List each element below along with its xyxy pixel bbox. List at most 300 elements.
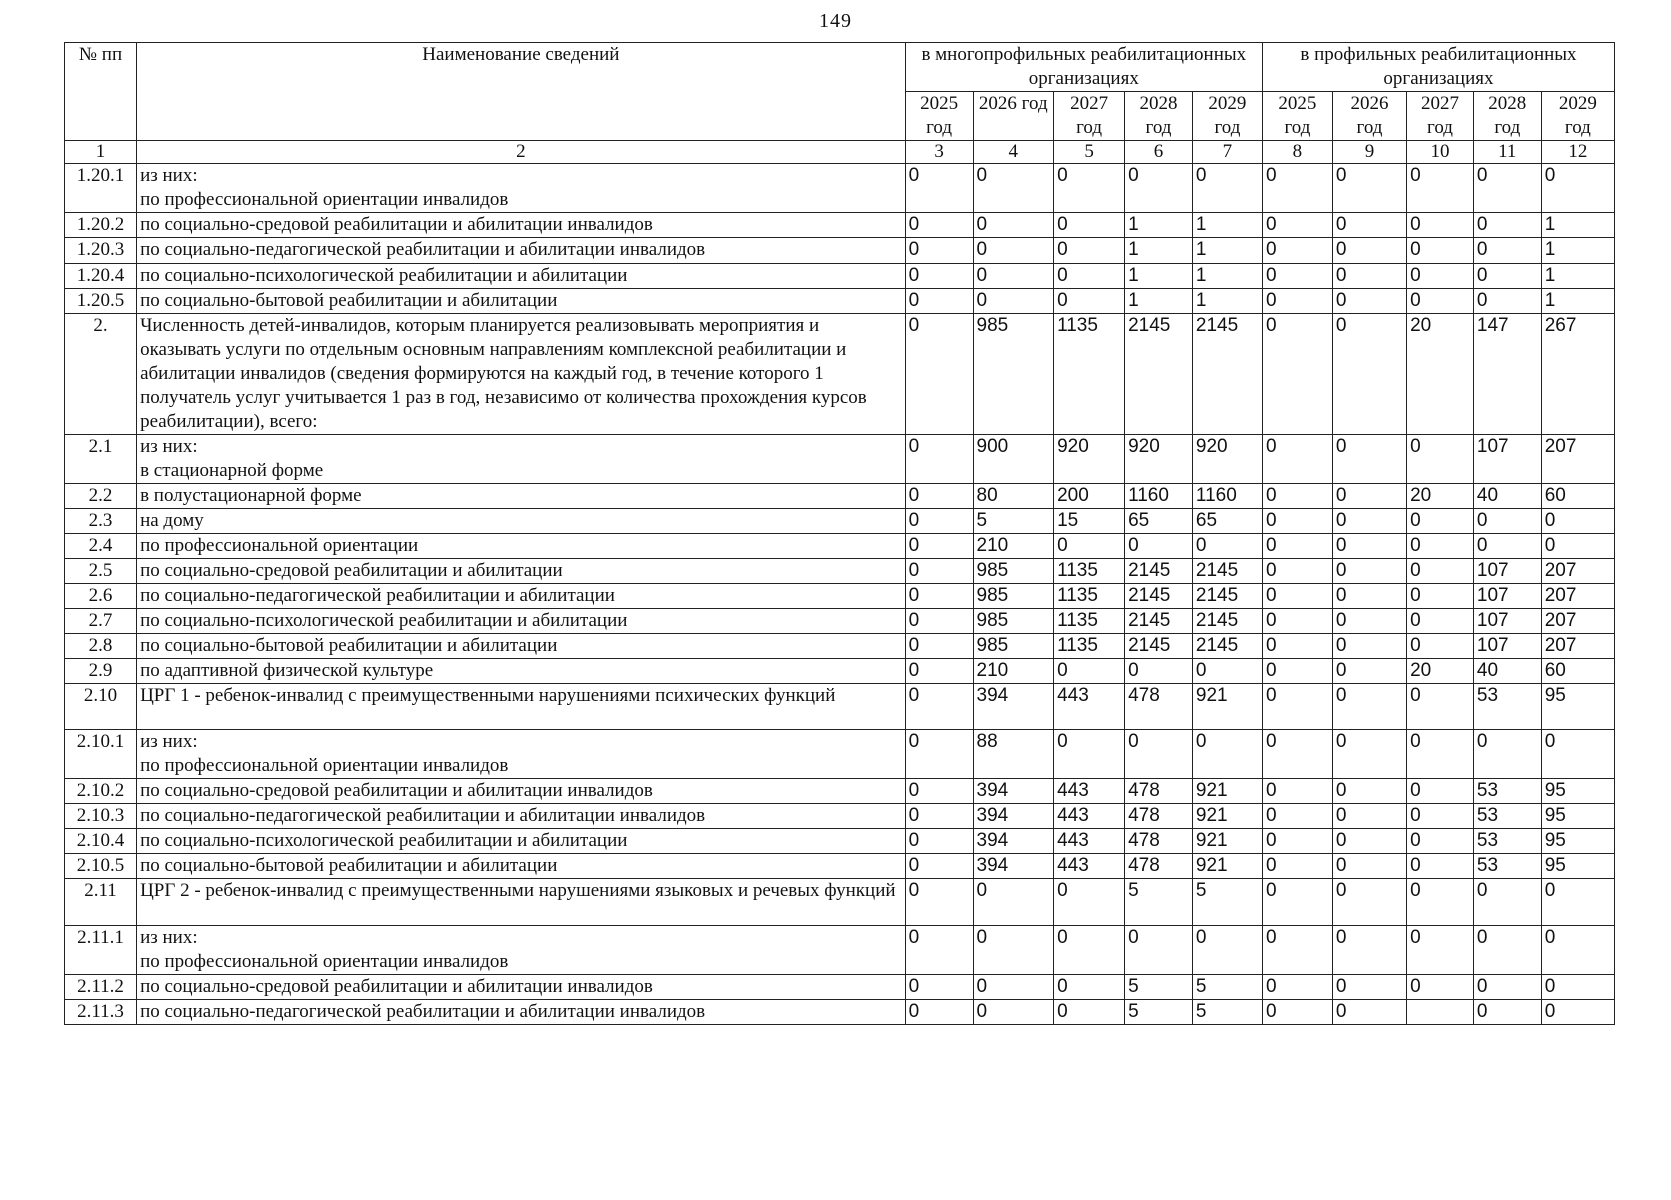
row-value: 0 <box>905 534 973 559</box>
row-name: по социально-психологической реабилитации и абилитации <box>137 829 906 854</box>
row-value: 95 <box>1541 684 1614 730</box>
row-value: 0 <box>1407 213 1474 238</box>
row-name: по социально-средовой реабилитации и абилитации инвалидов <box>137 213 906 238</box>
row-name: по социально-средовой реабилитации и абилитации инвалидов <box>137 779 906 804</box>
row-value: 0 <box>1407 435 1474 484</box>
row-name: по социально-средовой реабилитации и абилитации инвалидов <box>137 975 906 1000</box>
row-value: 0 <box>1332 1000 1406 1025</box>
row-value: 0 <box>905 684 973 730</box>
row-value: 0 <box>973 213 1054 238</box>
header-year: 2026 год <box>973 92 1054 141</box>
row-value: 0 <box>1262 559 1332 584</box>
row-value: 0 <box>1054 879 1125 926</box>
row-value: 0 <box>1473 238 1541 264</box>
row-value: 207 <box>1541 559 1614 584</box>
row-value: 0 <box>1407 975 1474 1000</box>
row-number: 2.11.3 <box>65 1000 137 1025</box>
table-row <box>65 1000 1615 1025</box>
row-value: 5 <box>1125 975 1193 1000</box>
row-value: 0 <box>905 879 973 926</box>
table-row <box>65 609 1615 634</box>
row-value: 53 <box>1473 684 1541 730</box>
table-row <box>65 484 1615 509</box>
row-name: из них: в стационарной форме <box>137 435 906 484</box>
column-number: 10 <box>1407 141 1474 164</box>
row-value: 0 <box>1332 634 1406 659</box>
row-value: 0 <box>1332 659 1406 684</box>
row-value: 0 <box>905 238 973 264</box>
row-value: 0 <box>905 509 973 534</box>
row-value: 0 <box>1262 238 1332 264</box>
row-value: 0 <box>1262 289 1332 314</box>
row-value: 0 <box>1262 659 1332 684</box>
table-row <box>65 926 1615 975</box>
row-value: 53 <box>1473 804 1541 829</box>
row-value: 0 <box>905 730 973 779</box>
row-value: 2145 <box>1125 584 1193 609</box>
row-value: 0 <box>1054 238 1125 264</box>
row-value: 0 <box>1407 779 1474 804</box>
row-value: 0 <box>1262 975 1332 1000</box>
row-value: 60 <box>1541 484 1614 509</box>
row-value: 5 <box>1192 879 1262 926</box>
row-value: 2145 <box>1192 314 1262 435</box>
row-value: 1135 <box>1054 609 1125 634</box>
header-year: 2029 год <box>1541 92 1614 141</box>
row-value: 0 <box>1192 659 1262 684</box>
row-value: 1 <box>1125 238 1193 264</box>
row-number: 1.20.3 <box>65 238 137 264</box>
row-value: 0 <box>1541 879 1614 926</box>
table-row <box>65 584 1615 609</box>
row-value: 0 <box>1473 509 1541 534</box>
table-row <box>65 289 1615 314</box>
row-value: 0 <box>905 164 973 213</box>
column-number: 8 <box>1262 141 1332 164</box>
row-value: 0 <box>905 1000 973 1025</box>
row-name: из них: по профессиональной ориентации инвалидов <box>137 164 906 213</box>
row-name: по социально-педагогической реабилитации и абилитации инвалидов <box>137 238 906 264</box>
row-value: 0 <box>905 779 973 804</box>
row-value: 0 <box>1332 289 1406 314</box>
column-number: 5 <box>1054 141 1125 164</box>
row-value: 443 <box>1054 854 1125 879</box>
row-value: 394 <box>973 779 1054 804</box>
row-value: 0 <box>1407 609 1474 634</box>
row-value: 0 <box>1473 975 1541 1000</box>
row-value: 2145 <box>1192 609 1262 634</box>
row-name: по социально-средовой реабилитации и абилитации <box>137 559 906 584</box>
row-number: 1.20.2 <box>65 213 137 238</box>
row-value: 65 <box>1192 509 1262 534</box>
row-value: 0 <box>1332 779 1406 804</box>
header-col-name: Наименование сведений <box>137 43 906 141</box>
row-value: 5 <box>1125 1000 1193 1025</box>
row-value: 0 <box>1473 534 1541 559</box>
row-name: по социально-психологической реабилитации и абилитации <box>137 609 906 634</box>
row-name: по социально-психологической реабилитации и абилитации <box>137 264 906 289</box>
row-value: 0 <box>1541 1000 1614 1025</box>
row-value: 1 <box>1541 264 1614 289</box>
row-value: 0 <box>1332 975 1406 1000</box>
row-value: 5 <box>1192 975 1262 1000</box>
row-value: 2145 <box>1192 584 1262 609</box>
row-value: 0 <box>1262 435 1332 484</box>
row-value: 0 <box>1332 879 1406 926</box>
row-name: по социально-педагогической реабилитации и абилитации <box>137 584 906 609</box>
row-value: 0 <box>1407 559 1474 584</box>
row-value: 1135 <box>1054 584 1125 609</box>
row-value: 0 <box>1407 584 1474 609</box>
row-value: 0 <box>1332 559 1406 584</box>
data-table <box>64 42 1615 1025</box>
row-value: 0 <box>1054 659 1125 684</box>
row-value: 107 <box>1473 584 1541 609</box>
row-value: 107 <box>1473 634 1541 659</box>
row-value: 0 <box>1473 730 1541 779</box>
row-value: 900 <box>973 435 1054 484</box>
row-number: 2.10.1 <box>65 730 137 779</box>
row-value: 0 <box>905 609 973 634</box>
row-value: 5 <box>973 509 1054 534</box>
row-value: 0 <box>1332 534 1406 559</box>
row-value: 88 <box>973 730 1054 779</box>
row-value: 1 <box>1192 289 1262 314</box>
row-number: 1.20.1 <box>65 164 137 213</box>
row-number: 2.5 <box>65 559 137 584</box>
row-value: 0 <box>1407 804 1474 829</box>
row-number: 2.10.5 <box>65 854 137 879</box>
row-value: 0 <box>973 975 1054 1000</box>
row-value: 920 <box>1125 435 1193 484</box>
row-number: 2.1 <box>65 435 137 484</box>
row-value: 0 <box>973 879 1054 926</box>
row-value: 985 <box>973 609 1054 634</box>
row-value: 107 <box>1473 609 1541 634</box>
row-value: 985 <box>973 634 1054 659</box>
row-value: 0 <box>1473 289 1541 314</box>
row-value: 0 <box>905 435 973 484</box>
table-row <box>65 435 1615 484</box>
row-value: 0 <box>1541 926 1614 975</box>
row-value: 0 <box>1262 684 1332 730</box>
table-row <box>65 634 1615 659</box>
row-value: 53 <box>1473 779 1541 804</box>
row-value: 920 <box>1192 435 1262 484</box>
table-row <box>65 730 1615 779</box>
row-value: 443 <box>1054 779 1125 804</box>
row-value: 394 <box>973 854 1054 879</box>
row-value: 0 <box>1473 264 1541 289</box>
header-year: 2027 год <box>1407 92 1474 141</box>
row-number: 2.7 <box>65 609 137 634</box>
row-value: 0 <box>1054 926 1125 975</box>
column-number-row <box>65 141 1615 164</box>
row-value: 478 <box>1125 854 1193 879</box>
row-value: 207 <box>1541 609 1614 634</box>
row-value: 0 <box>1541 509 1614 534</box>
table-row <box>65 804 1615 829</box>
row-value: 0 <box>905 484 973 509</box>
row-value: 921 <box>1192 829 1262 854</box>
row-value: 0 <box>1262 1000 1332 1025</box>
row-number: 2. <box>65 314 137 435</box>
column-number: 7 <box>1192 141 1262 164</box>
row-value: 0 <box>1262 730 1332 779</box>
row-value: 0 <box>1541 164 1614 213</box>
column-number: 12 <box>1541 141 1614 164</box>
row-value: 0 <box>1407 164 1474 213</box>
row-value: 40 <box>1473 484 1541 509</box>
column-number: 11 <box>1473 141 1541 164</box>
row-value: 443 <box>1054 684 1125 730</box>
header-row-groups <box>65 43 1615 92</box>
row-value: 0 <box>1054 289 1125 314</box>
row-value: 0 <box>905 804 973 829</box>
row-value: 0 <box>973 164 1054 213</box>
row-value: 1 <box>1125 264 1193 289</box>
row-value: 1 <box>1192 213 1262 238</box>
header-year: 2025 год <box>1262 92 1332 141</box>
table-row <box>65 854 1615 879</box>
row-value: 0 <box>1192 534 1262 559</box>
row-value <box>1407 1000 1474 1025</box>
row-value: 0 <box>1262 509 1332 534</box>
row-value: 0 <box>1407 534 1474 559</box>
row-value: 394 <box>973 804 1054 829</box>
row-value: 95 <box>1541 779 1614 804</box>
row-value: 0 <box>1262 264 1332 289</box>
row-name: по социально-педагогической реабилитации и абилитации инвалидов <box>137 804 906 829</box>
row-number: 2.2 <box>65 484 137 509</box>
row-number: 2.10 <box>65 684 137 730</box>
row-value: 95 <box>1541 804 1614 829</box>
row-value: 0 <box>1541 730 1614 779</box>
table-row <box>65 509 1615 534</box>
table-row <box>65 779 1615 804</box>
row-value: 0 <box>1192 926 1262 975</box>
row-value: 0 <box>1407 289 1474 314</box>
row-value: 0 <box>1332 684 1406 730</box>
row-value: 0 <box>1054 975 1125 1000</box>
row-value: 0 <box>1262 534 1332 559</box>
row-number: 2.11 <box>65 879 137 926</box>
row-value: 0 <box>905 634 973 659</box>
row-value: 921 <box>1192 684 1262 730</box>
row-value: 0 <box>1473 926 1541 975</box>
row-value: 1160 <box>1125 484 1193 509</box>
row-name: по профессиональной ориентации <box>137 534 906 559</box>
row-value: 0 <box>1473 879 1541 926</box>
row-name: по социально-бытовой реабилитации и абилитации <box>137 634 906 659</box>
row-number: 2.10.4 <box>65 829 137 854</box>
row-value: 2145 <box>1125 314 1193 435</box>
row-value: 0 <box>905 975 973 1000</box>
table-row <box>65 684 1615 730</box>
row-value: 0 <box>1332 926 1406 975</box>
row-value: 2145 <box>1125 634 1193 659</box>
row-value: 0 <box>973 238 1054 264</box>
row-value: 1135 <box>1054 314 1125 435</box>
row-value: 921 <box>1192 804 1262 829</box>
row-value: 0 <box>1473 1000 1541 1025</box>
row-value: 1 <box>1541 289 1614 314</box>
row-value: 1 <box>1541 238 1614 264</box>
row-value: 107 <box>1473 435 1541 484</box>
row-value: 0 <box>1192 730 1262 779</box>
row-value: 985 <box>973 314 1054 435</box>
row-value: 1 <box>1125 213 1193 238</box>
row-number: 2.10.3 <box>65 804 137 829</box>
table-row <box>65 659 1615 684</box>
row-value: 0 <box>973 289 1054 314</box>
row-value: 95 <box>1541 854 1614 879</box>
row-value: 0 <box>1262 879 1332 926</box>
row-value: 147 <box>1473 314 1541 435</box>
row-value: 0 <box>1407 264 1474 289</box>
table-row <box>65 879 1615 926</box>
row-value: 985 <box>973 584 1054 609</box>
row-value: 200 <box>1054 484 1125 509</box>
row-value: 0 <box>973 1000 1054 1025</box>
header-year: 2029 год <box>1192 92 1262 141</box>
row-value: 95 <box>1541 829 1614 854</box>
row-value: 0 <box>1192 164 1262 213</box>
row-name: Численность детей-инвалидов, которым планируется реализовывать мероприятия и оказывать услуги по отдельным основным направлениям комплексной реабилитации и абилитации инвалидов (сведения формируются на каждый год, в течение которого 1 получатель услуг учитывается 1 раз в год, независимо от количества прохождения курсов реабилитации), всего: <box>137 314 906 435</box>
row-value: 0 <box>1054 264 1125 289</box>
row-name: ЦРГ 2 - ребенок-инвалид с преимущественными нарушениями языковых и речевых функций <box>137 879 906 926</box>
row-value: 1 <box>1541 213 1614 238</box>
row-value: 2145 <box>1125 609 1193 634</box>
row-value: 921 <box>1192 854 1262 879</box>
row-value: 0 <box>1262 779 1332 804</box>
row-value: 394 <box>973 829 1054 854</box>
row-value: 0 <box>1473 213 1541 238</box>
row-name: по адаптивной физической культуре <box>137 659 906 684</box>
row-value: 0 <box>1262 634 1332 659</box>
table-row <box>65 164 1615 213</box>
row-value: 207 <box>1541 584 1614 609</box>
page-number: 149 <box>819 10 852 32</box>
table-row <box>65 559 1615 584</box>
row-value: 0 <box>1407 730 1474 779</box>
row-name: из них: по профессиональной ориентации инвалидов <box>137 730 906 779</box>
row-value: 0 <box>1262 854 1332 879</box>
header-year: 2025 год <box>905 92 973 141</box>
row-name: по социально-педагогической реабилитации и абилитации инвалидов <box>137 1000 906 1025</box>
row-value: 920 <box>1054 435 1125 484</box>
row-value: 0 <box>1262 926 1332 975</box>
row-value: 53 <box>1473 854 1541 879</box>
row-value: 0 <box>1262 484 1332 509</box>
row-value: 0 <box>1054 1000 1125 1025</box>
row-value: 0 <box>905 659 973 684</box>
table-body <box>65 164 1615 1025</box>
row-number: 1.20.5 <box>65 289 137 314</box>
row-value: 394 <box>973 684 1054 730</box>
row-value: 0 <box>905 559 973 584</box>
row-name: ЦРГ 1 - ребенок-инвалид с преимущественными нарушениями психических функций <box>137 684 906 730</box>
row-value: 478 <box>1125 779 1193 804</box>
row-value: 0 <box>1332 854 1406 879</box>
row-value: 207 <box>1541 634 1614 659</box>
row-value: 267 <box>1541 314 1614 435</box>
column-number: 9 <box>1332 141 1406 164</box>
row-value: 20 <box>1407 314 1474 435</box>
row-value: 1 <box>1192 264 1262 289</box>
row-value: 0 <box>1262 584 1332 609</box>
row-value: 0 <box>1332 435 1406 484</box>
row-value: 0 <box>1332 584 1406 609</box>
header-group-multi: в многопрофильных реабилитационных организациях <box>905 43 1262 92</box>
row-value: 0 <box>1332 730 1406 779</box>
header-col-num: № пп <box>65 43 137 141</box>
row-value: 0 <box>1332 804 1406 829</box>
row-value: 0 <box>1262 314 1332 435</box>
row-value: 0 <box>1332 213 1406 238</box>
row-value: 0 <box>905 584 973 609</box>
table-row <box>65 213 1615 238</box>
row-value: 0 <box>1407 238 1474 264</box>
row-value: 0 <box>1332 314 1406 435</box>
row-value: 1160 <box>1192 484 1262 509</box>
row-value: 0 <box>973 264 1054 289</box>
row-value: 1 <box>1192 238 1262 264</box>
row-value: 0 <box>1262 609 1332 634</box>
header-year: 2026 год <box>1332 92 1406 141</box>
table-row <box>65 238 1615 264</box>
row-value: 207 <box>1541 435 1614 484</box>
row-number: 2.11.2 <box>65 975 137 1000</box>
row-name: по социально-бытовой реабилитации и абилитации <box>137 289 906 314</box>
row-value: 0 <box>1407 879 1474 926</box>
row-value: 0 <box>1541 975 1614 1000</box>
row-value: 0 <box>905 926 973 975</box>
row-number: 2.3 <box>65 509 137 534</box>
row-value: 60 <box>1541 659 1614 684</box>
column-number: 3 <box>905 141 973 164</box>
table-row <box>65 534 1615 559</box>
row-value: 0 <box>1407 634 1474 659</box>
row-value: 0 <box>1407 684 1474 730</box>
row-number: 1.20.4 <box>65 264 137 289</box>
row-value: 0 <box>1541 534 1614 559</box>
row-value: 478 <box>1125 829 1193 854</box>
table-row <box>65 264 1615 289</box>
row-value: 0 <box>1473 164 1541 213</box>
row-value: 210 <box>973 659 1054 684</box>
row-value: 0 <box>1125 926 1193 975</box>
row-value: 0 <box>1332 609 1406 634</box>
row-value: 0 <box>905 213 973 238</box>
row-value: 0 <box>1332 164 1406 213</box>
row-value: 0 <box>1125 164 1193 213</box>
row-value: 0 <box>1332 829 1406 854</box>
row-value: 0 <box>1054 164 1125 213</box>
row-value: 0 <box>1125 534 1193 559</box>
column-number: 1 <box>65 141 137 164</box>
row-value: 2145 <box>1192 559 1262 584</box>
row-value: 5 <box>1125 879 1193 926</box>
row-value: 0 <box>1332 484 1406 509</box>
row-value: 0 <box>1262 213 1332 238</box>
row-value: 15 <box>1054 509 1125 534</box>
row-value: 443 <box>1054 829 1125 854</box>
row-value: 0 <box>1125 730 1193 779</box>
row-value: 0 <box>905 829 973 854</box>
row-value: 0 <box>1332 264 1406 289</box>
row-value: 478 <box>1125 804 1193 829</box>
